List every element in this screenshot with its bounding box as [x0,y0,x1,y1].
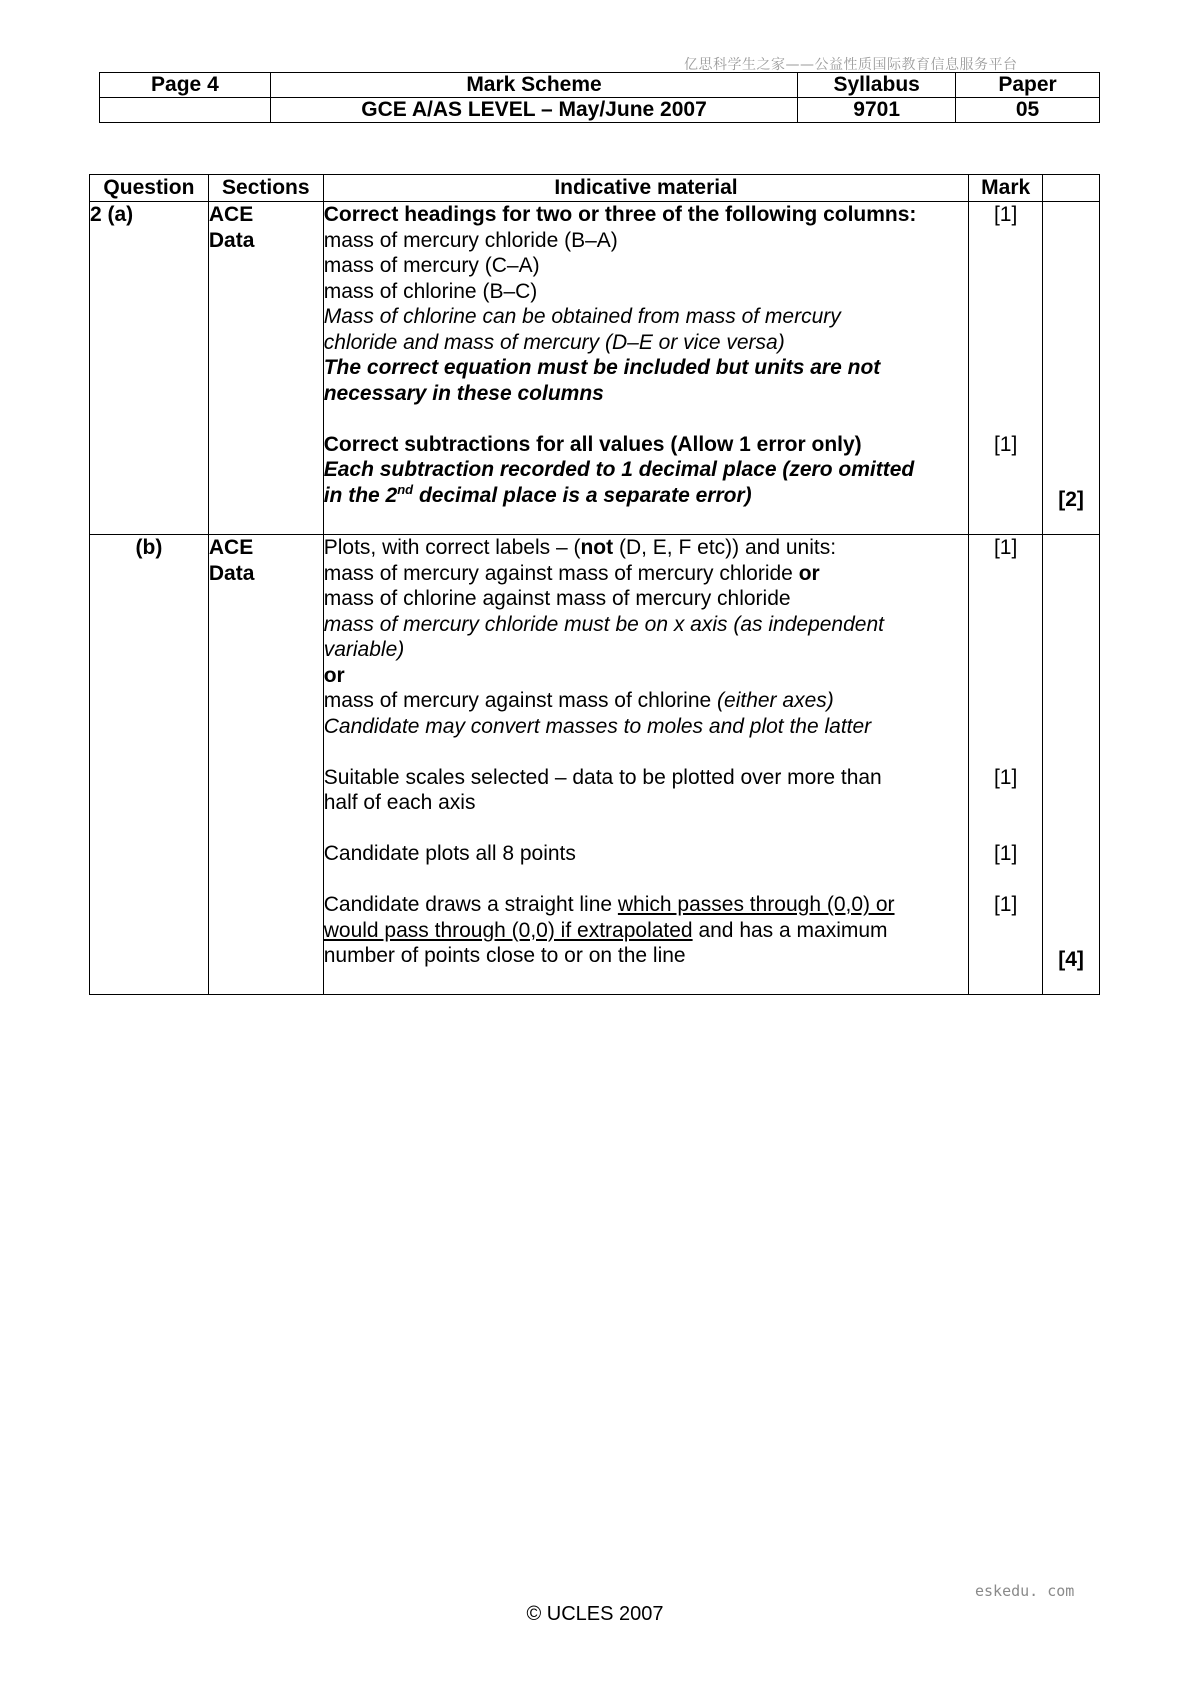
material-line: Candidate draws a straight line which passes through (0,0) or [323,893,895,916]
mark-value: [1] [993,765,1018,789]
total-cell: [2] [1043,202,1100,535]
col-sections: Sections [208,175,323,202]
section-name: Data [208,561,255,585]
section-name: ACE [208,536,254,559]
mark-value: [1] [993,432,1018,456]
material-line: in the 2nd decimal place is a separate error) [323,481,752,507]
copyright-footer: © UCLES 2007 [526,1603,664,1625]
header-table [99,72,1100,123]
mark-value: [1] [993,893,1018,916]
document-title: Mark Scheme [270,73,797,98]
material-line: Correct subtractions for all values (Allow 1 error only) [323,432,862,456]
material-line: The correct equation must be included but units are not [323,356,881,379]
mark-cell [969,535,1043,995]
material-line: mass of chlorine against mass of mercury chloride [323,587,791,610]
material-line: mass of mercury against mass of chlorine (either axes) [323,689,834,712]
col-total [1043,175,1100,202]
material-line: mass of mercury chloride (B–A) [323,228,618,252]
mark-cell [969,202,1043,535]
column-header-row [90,175,1100,202]
total-cell: [4] [1043,535,1100,995]
header-row-2 [100,98,1100,123]
material-line: half of each axis [323,791,476,814]
paper-label: Paper [956,73,1100,98]
material-line: chloride and mass of mercury (D–E or vice versa) [323,330,785,354]
syllabus-label: Syllabus [798,73,956,98]
material-line: number of points close to or on the line [323,944,686,967]
material-line: mass of mercury chloride must be on x axis (as independent [323,612,884,636]
material-line: Suitable scales selected – data to be plotted over more than [323,765,882,789]
paper-number: 05 [956,98,1100,123]
spacer [324,816,969,842]
material-line: Candidate may convert masses to moles and plot the latter [323,714,872,738]
col-material: Indicative material [323,175,969,202]
question-row-2a [90,202,1100,535]
section-name: ACE [208,203,254,226]
exam-session: GCE A/AS LEVEL – May/June 2007 [270,98,797,123]
header-empty-cell [100,98,271,123]
material-line: mass of mercury (C–A) [323,254,540,277]
syllabus-code: 9701 [798,98,956,123]
material-cell [323,535,969,995]
mark-value: [1] [993,842,1018,865]
spacer [324,867,969,893]
material-line: necessary in these columns [323,381,604,405]
material-cell [323,202,969,535]
mark-value: [1] [993,203,1018,226]
material-line: Correct headings for two or three of the following columns: [323,203,917,226]
material-line: or [323,663,345,687]
material-line: mass of chlorine (B–C) [323,279,538,303]
question-row-2b [90,535,1100,995]
mark-scheme-table [89,174,1100,995]
section-name: Data [208,228,255,252]
watermark-bottom: eskedu. com [975,1582,1075,1600]
header-row-1 [100,73,1100,98]
material-line: would pass through (0,0) if extrapolated and has a maximum [323,918,888,942]
question-number: 2 (a) [90,202,209,535]
material-line: variable) [323,638,405,661]
page-number: Page 4 [100,73,271,98]
spacer [324,739,969,765]
superscript: nd [397,481,414,497]
mark-value: [1] [993,536,1018,559]
material-line: Each subtraction recorded to 1 decimal place (zero omitted [323,458,915,481]
section-cell [208,202,323,535]
section-cell [208,535,323,995]
spacer [324,406,969,432]
material-line: Plots, with correct labels – (not (D, E, F etc)) and units: [323,536,837,559]
question-number: (b) [90,535,209,995]
col-mark: Mark [969,175,1043,202]
material-line: Mass of chlorine can be obtained from mass of mercury [323,305,841,328]
watermark-top: 亿思科学生之家——公益性质国际教育信息服务平台 [684,57,1018,73]
material-line: mass of mercury against mass of mercury chloride or [323,561,820,585]
material-line: Candidate plots all 8 points [323,842,576,865]
col-question: Question [90,175,209,202]
